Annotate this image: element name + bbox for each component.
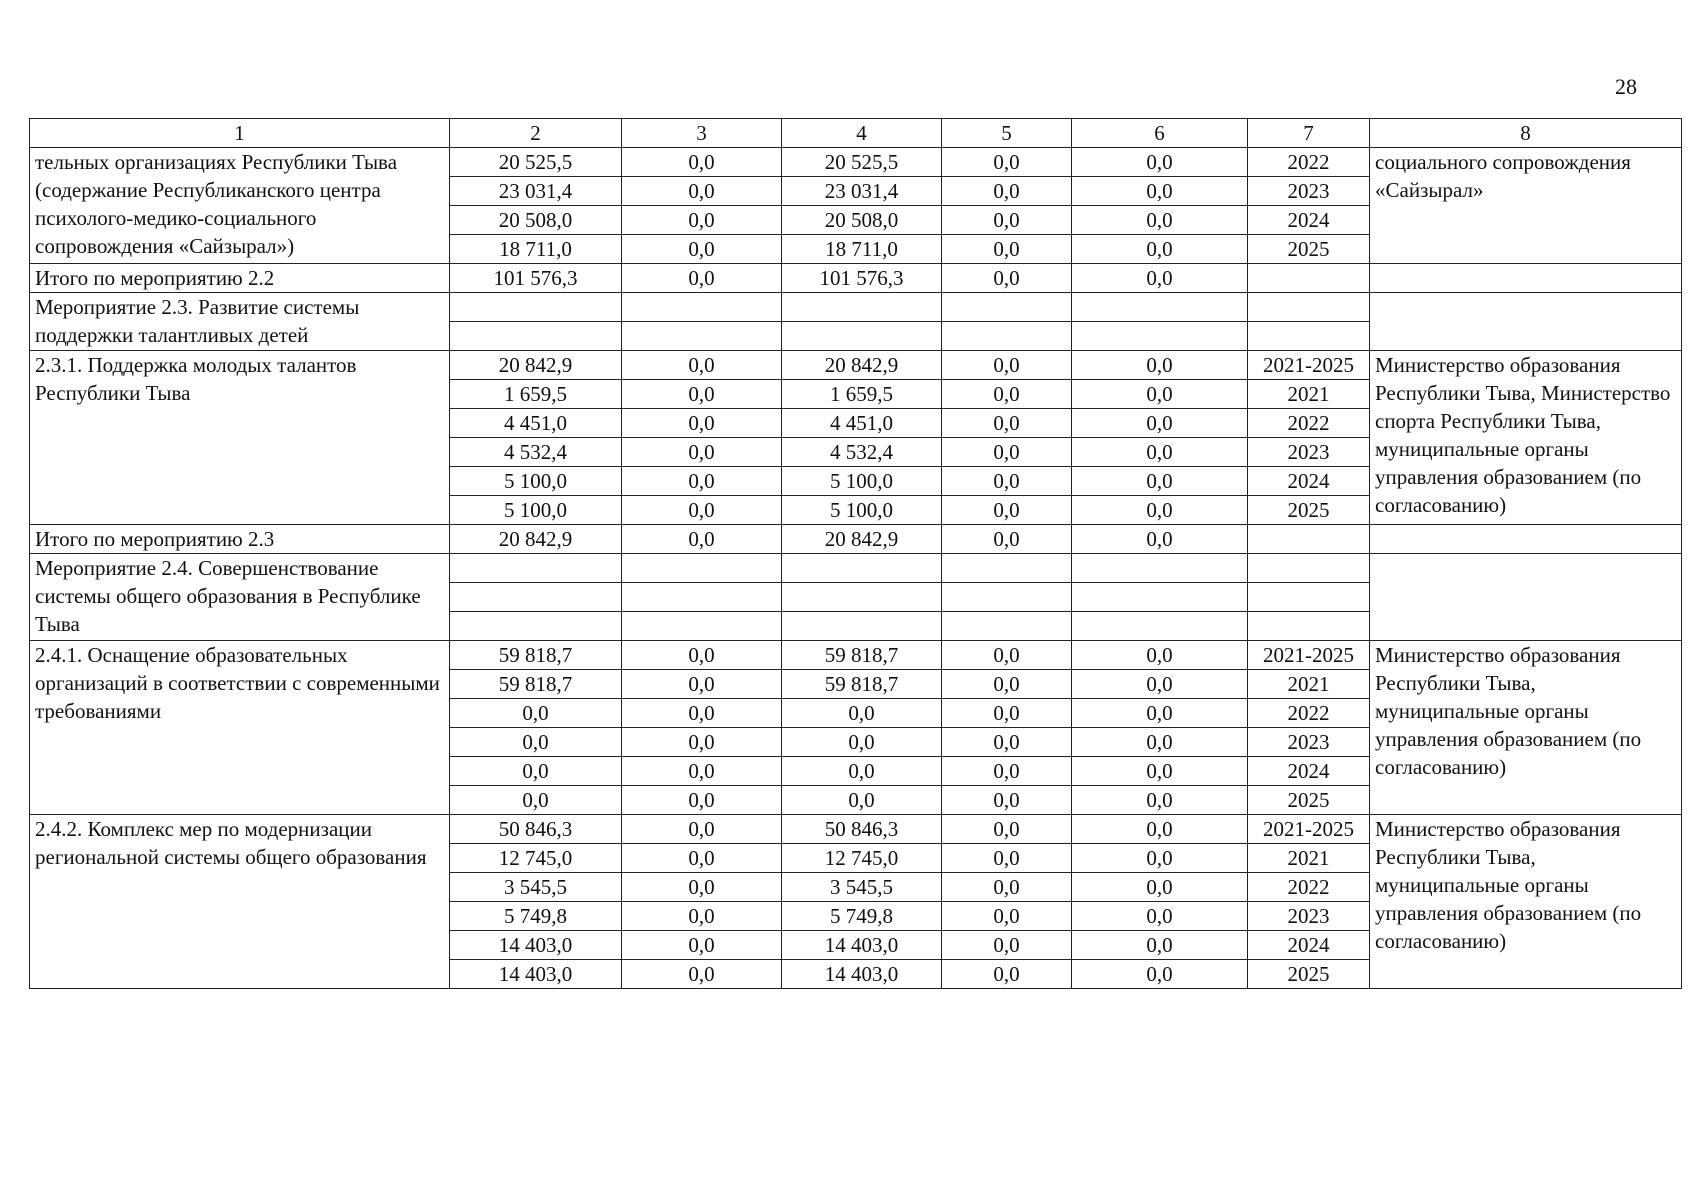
amount-cell: 0,0 — [622, 641, 782, 670]
amount-cell: 1 659,5 — [782, 380, 942, 409]
year-cell — [1248, 525, 1370, 554]
amount-cell: 0,0 — [450, 699, 622, 728]
amount-cell: 0,0 — [942, 525, 1072, 554]
amount-cell: 23 031,4 — [782, 177, 942, 206]
amount-cell: 0,0 — [622, 264, 782, 293]
header-cell: 3 — [622, 119, 782, 148]
amount-cell: 0,0 — [1072, 409, 1248, 438]
amount-cell: 101 576,3 — [782, 264, 942, 293]
amount-cell: 5 100,0 — [450, 467, 622, 496]
table-row — [30, 148, 1682, 177]
amount-cell — [1072, 583, 1248, 612]
year-cell: 2022 — [1248, 409, 1370, 438]
amount-cell: 59 818,7 — [782, 670, 942, 699]
amount-cell: 12 745,0 — [450, 844, 622, 873]
amount-cell: 0,0 — [622, 235, 782, 264]
amount-cell: 5 749,8 — [782, 902, 942, 931]
amount-cell — [450, 554, 622, 583]
responsible-executor — [1370, 264, 1682, 293]
amount-cell: 20 525,5 — [450, 148, 622, 177]
activity-description: 2.3.1. Поддержка молодых талантов Республики Тыва — [30, 351, 450, 525]
amount-cell: 23 031,4 — [450, 177, 622, 206]
amount-cell: 50 846,3 — [450, 815, 622, 844]
amount-cell — [942, 612, 1072, 641]
amount-cell — [782, 322, 942, 351]
amount-cell: 0,0 — [622, 438, 782, 467]
amount-cell: 0,0 — [622, 525, 782, 554]
amount-cell — [450, 612, 622, 641]
amount-cell: 0,0 — [1072, 931, 1248, 960]
amount-cell: 0,0 — [1072, 351, 1248, 380]
amount-cell — [1072, 293, 1248, 322]
amount-cell: 0,0 — [942, 815, 1072, 844]
amount-cell: 14 403,0 — [450, 960, 622, 989]
amount-cell: 0,0 — [1072, 902, 1248, 931]
amount-cell — [942, 554, 1072, 583]
responsible-executor: Министерство образования Республики Тыва, Министерство спорта Республики Тыва, муниципальные органы управления образованием (по согласованию) — [1370, 351, 1682, 525]
amount-cell: 0,0 — [1072, 148, 1248, 177]
amount-cell — [450, 322, 622, 351]
amount-cell: 0,0 — [450, 757, 622, 786]
table-row — [30, 641, 1682, 670]
amount-cell — [1072, 554, 1248, 583]
year-cell: 2021-2025 — [1248, 815, 1370, 844]
amount-cell: 0,0 — [942, 177, 1072, 206]
amount-cell: 0,0 — [1072, 380, 1248, 409]
amount-cell: 18 711,0 — [450, 235, 622, 264]
amount-cell: 14 403,0 — [782, 960, 942, 989]
amount-cell: 0,0 — [942, 757, 1072, 786]
table-row — [30, 525, 1682, 554]
budget-table — [29, 118, 1682, 989]
year-cell: 2024 — [1248, 757, 1370, 786]
amount-cell: 5 749,8 — [450, 902, 622, 931]
amount-cell: 0,0 — [1072, 496, 1248, 525]
amount-cell: 4 532,4 — [450, 438, 622, 467]
table-row — [30, 264, 1682, 293]
amount-cell — [942, 322, 1072, 351]
header-cell: 8 — [1370, 119, 1682, 148]
amount-cell: 14 403,0 — [782, 931, 942, 960]
amount-cell: 0,0 — [450, 786, 622, 815]
responsible-executor — [1370, 293, 1682, 351]
amount-cell: 0,0 — [942, 264, 1072, 293]
amount-cell: 0,0 — [622, 844, 782, 873]
amount-cell — [450, 293, 622, 322]
amount-cell: 101 576,3 — [450, 264, 622, 293]
amount-cell: 0,0 — [1072, 467, 1248, 496]
table-row — [30, 351, 1682, 380]
amount-cell: 0,0 — [1072, 525, 1248, 554]
amount-cell: 0,0 — [942, 380, 1072, 409]
amount-cell: 0,0 — [622, 409, 782, 438]
amount-cell: 20 508,0 — [450, 206, 622, 235]
amount-cell: 50 846,3 — [782, 815, 942, 844]
amount-cell: 20 842,9 — [782, 351, 942, 380]
amount-cell: 0,0 — [622, 670, 782, 699]
amount-cell — [450, 583, 622, 612]
amount-cell: 0,0 — [942, 728, 1072, 757]
amount-cell — [942, 583, 1072, 612]
amount-cell: 59 818,7 — [782, 641, 942, 670]
amount-cell: 3 545,5 — [782, 873, 942, 902]
amount-cell: 0,0 — [942, 206, 1072, 235]
header-cell: 4 — [782, 119, 942, 148]
year-cell: 2024 — [1248, 467, 1370, 496]
year-cell: 2023 — [1248, 177, 1370, 206]
amount-cell: 0,0 — [782, 728, 942, 757]
amount-cell: 0,0 — [782, 786, 942, 815]
amount-cell — [782, 293, 942, 322]
table-row — [30, 554, 1682, 583]
amount-cell: 0,0 — [622, 873, 782, 902]
responsible-executor — [1370, 525, 1682, 554]
amount-cell: 0,0 — [622, 931, 782, 960]
amount-cell: 59 818,7 — [450, 670, 622, 699]
year-cell: 2021 — [1248, 380, 1370, 409]
amount-cell: 0,0 — [942, 844, 1072, 873]
year-cell: 2021 — [1248, 670, 1370, 699]
amount-cell: 0,0 — [1072, 786, 1248, 815]
header-cell: 2 — [450, 119, 622, 148]
year-cell: 2021-2025 — [1248, 351, 1370, 380]
amount-cell — [622, 293, 782, 322]
amount-cell: 20 525,5 — [782, 148, 942, 177]
amount-cell: 0,0 — [942, 931, 1072, 960]
amount-cell: 3 545,5 — [450, 873, 622, 902]
amount-cell: 5 100,0 — [782, 467, 942, 496]
amount-cell — [1072, 322, 1248, 351]
amount-cell: 12 745,0 — [782, 844, 942, 873]
activity-description: Итого по мероприятию 2.3 — [30, 525, 450, 554]
amount-cell: 0,0 — [1072, 670, 1248, 699]
amount-cell: 0,0 — [942, 902, 1072, 931]
amount-cell: 0,0 — [1072, 844, 1248, 873]
activity-description: 2.4.1. Оснащение образовательных организаций в соответствии с современными требованиями — [30, 641, 450, 815]
amount-cell: 0,0 — [1072, 699, 1248, 728]
amount-cell: 0,0 — [622, 815, 782, 844]
activity-description: Итого по мероприятию 2.2 — [30, 264, 450, 293]
amount-cell: 0,0 — [942, 786, 1072, 815]
amount-cell: 20 508,0 — [782, 206, 942, 235]
table-body — [30, 119, 1682, 989]
year-cell: 2023 — [1248, 728, 1370, 757]
activity-description: тельных организациях Республики Тыва (содержание Республиканского центра психолого-медико-социального сопровождения «Сайзырал») — [30, 148, 450, 264]
amount-cell: 0,0 — [622, 467, 782, 496]
amount-cell: 0,0 — [622, 148, 782, 177]
year-cell: 2025 — [1248, 960, 1370, 989]
header-cell: 1 — [30, 119, 450, 148]
amount-cell: 0,0 — [622, 786, 782, 815]
amount-cell: 0,0 — [942, 670, 1072, 699]
amount-cell — [782, 612, 942, 641]
amount-cell: 0,0 — [622, 496, 782, 525]
amount-cell: 0,0 — [1072, 438, 1248, 467]
amount-cell: 0,0 — [622, 728, 782, 757]
amount-cell: 20 842,9 — [450, 351, 622, 380]
amount-cell: 0,0 — [942, 235, 1072, 264]
table-row — [30, 293, 1682, 322]
amount-cell: 0,0 — [622, 699, 782, 728]
amount-cell: 0,0 — [622, 177, 782, 206]
amount-cell: 0,0 — [622, 206, 782, 235]
amount-cell: 0,0 — [942, 960, 1072, 989]
year-cell: 2024 — [1248, 206, 1370, 235]
amount-cell: 0,0 — [782, 757, 942, 786]
amount-cell: 4 451,0 — [782, 409, 942, 438]
amount-cell — [942, 293, 1072, 322]
year-cell: 2025 — [1248, 235, 1370, 264]
amount-cell: 18 711,0 — [782, 235, 942, 264]
year-cell — [1248, 264, 1370, 293]
responsible-executor: Министерство образования Республики Тыва, муниципальные органы управления образованием (по согласованию) — [1370, 641, 1682, 815]
amount-cell: 0,0 — [622, 902, 782, 931]
amount-cell — [1072, 612, 1248, 641]
year-cell: 2023 — [1248, 902, 1370, 931]
activity-description: Мероприятие 2.4. Совершенствование системы общего образования в Республике Тыва — [30, 554, 450, 641]
amount-cell: 0,0 — [1072, 641, 1248, 670]
amount-cell: 0,0 — [942, 699, 1072, 728]
amount-cell: 0,0 — [1072, 206, 1248, 235]
table-row — [30, 815, 1682, 844]
amount-cell: 0,0 — [942, 873, 1072, 902]
amount-cell — [782, 554, 942, 583]
year-cell — [1248, 293, 1370, 322]
amount-cell — [622, 554, 782, 583]
activity-description: Мероприятие 2.3. Развитие системы поддержки талантливых детей — [30, 293, 450, 351]
amount-cell: 0,0 — [1072, 728, 1248, 757]
amount-cell: 0,0 — [622, 351, 782, 380]
year-cell: 2025 — [1248, 496, 1370, 525]
amount-cell: 0,0 — [782, 699, 942, 728]
amount-cell: 0,0 — [622, 757, 782, 786]
amount-cell — [622, 612, 782, 641]
amount-cell: 0,0 — [622, 960, 782, 989]
header-row — [30, 119, 1682, 148]
amount-cell — [622, 322, 782, 351]
header-cell: 5 — [942, 119, 1072, 148]
amount-cell: 0,0 — [450, 728, 622, 757]
amount-cell: 4 532,4 — [782, 438, 942, 467]
amount-cell: 4 451,0 — [450, 409, 622, 438]
amount-cell: 0,0 — [1072, 815, 1248, 844]
amount-cell: 0,0 — [942, 467, 1072, 496]
amount-cell: 5 100,0 — [450, 496, 622, 525]
amount-cell: 0,0 — [942, 641, 1072, 670]
responsible-executor: социального сопровождения «Сайзырал» — [1370, 148, 1682, 264]
year-cell — [1248, 322, 1370, 351]
amount-cell: 0,0 — [942, 351, 1072, 380]
amount-cell: 0,0 — [1072, 757, 1248, 786]
year-cell: 2022 — [1248, 699, 1370, 728]
amount-cell: 0,0 — [942, 409, 1072, 438]
year-cell: 2021-2025 — [1248, 641, 1370, 670]
amount-cell: 14 403,0 — [450, 931, 622, 960]
year-cell — [1248, 583, 1370, 612]
amount-cell: 1 659,5 — [450, 380, 622, 409]
amount-cell: 0,0 — [942, 496, 1072, 525]
amount-cell: 0,0 — [942, 148, 1072, 177]
amount-cell: 59 818,7 — [450, 641, 622, 670]
amount-cell: 5 100,0 — [782, 496, 942, 525]
year-cell: 2025 — [1248, 786, 1370, 815]
amount-cell: 0,0 — [1072, 873, 1248, 902]
responsible-executor — [1370, 554, 1682, 641]
amount-cell: 0,0 — [1072, 960, 1248, 989]
year-cell: 2022 — [1248, 148, 1370, 177]
amount-cell: 0,0 — [942, 438, 1072, 467]
year-cell: 2021 — [1248, 844, 1370, 873]
responsible-executor: Министерство образования Республики Тыва, муниципальные органы управления образованием (по согласованию) — [1370, 815, 1682, 989]
year-cell: 2024 — [1248, 931, 1370, 960]
year-cell: 2023 — [1248, 438, 1370, 467]
amount-cell: 0,0 — [1072, 264, 1248, 293]
page-number: 28 — [1615, 74, 1637, 99]
amount-cell: 20 842,9 — [450, 525, 622, 554]
year-cell — [1248, 554, 1370, 583]
amount-cell — [782, 583, 942, 612]
year-cell: 2022 — [1248, 873, 1370, 902]
amount-cell: 0,0 — [1072, 235, 1248, 264]
activity-description: 2.4.2. Комплекс мер по модернизации региональной системы общего образования — [30, 815, 450, 989]
amount-cell — [622, 583, 782, 612]
amount-cell: 0,0 — [1072, 177, 1248, 206]
header-cell: 6 — [1072, 119, 1248, 148]
amount-cell: 20 842,9 — [782, 525, 942, 554]
header-cell: 7 — [1248, 119, 1370, 148]
year-cell — [1248, 612, 1370, 641]
amount-cell: 0,0 — [622, 380, 782, 409]
